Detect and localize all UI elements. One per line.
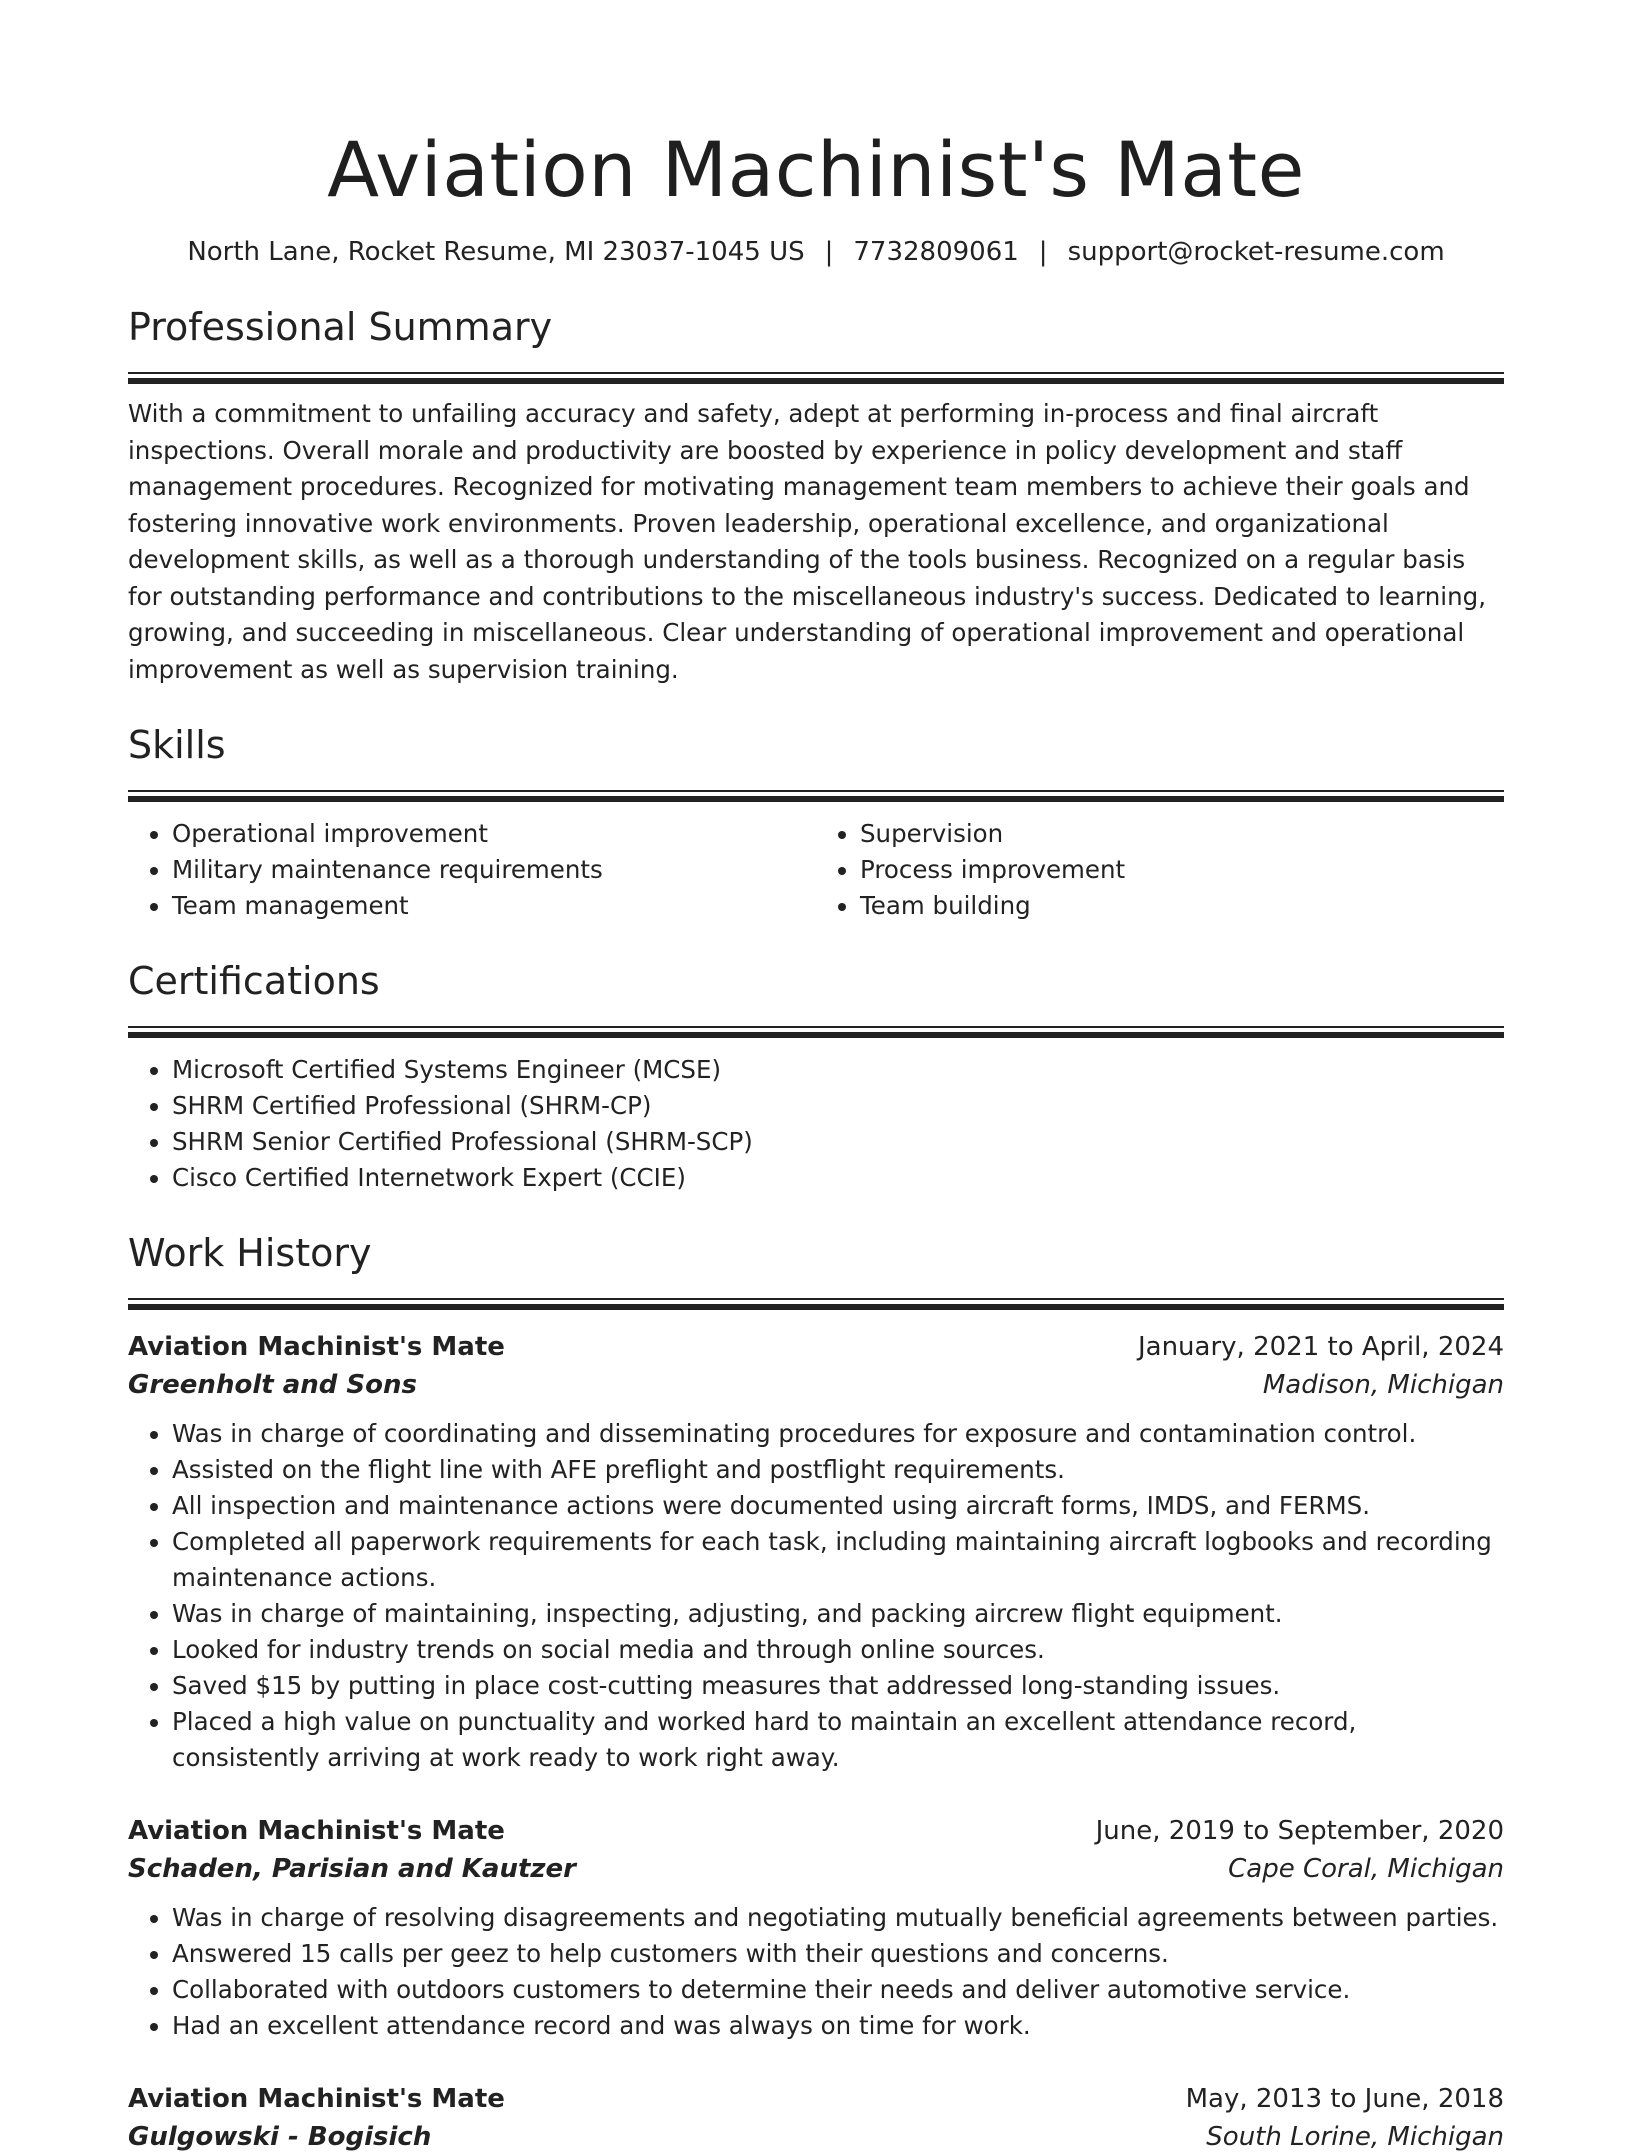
skill-item: • Process improvement: [860, 852, 1504, 888]
certifications-list: [128, 1052, 1504, 1196]
job-bullet: • Saved $15 by putting in place cost-cutting measures that addressed long-standing issues.: [172, 1668, 1504, 1704]
section-divider: [128, 1026, 1504, 1038]
job-employer-row: [128, 1850, 1504, 1888]
skill-item: • Military maintenance requirements: [172, 852, 816, 888]
section-divider: [128, 1298, 1504, 1310]
skill-item: • Team management: [172, 888, 816, 924]
job-bullet: • Answered 15 calls per geez to help customers with their questions and concerns.: [172, 1936, 1504, 1972]
job-location: South Lorine, Michigan: [1206, 2122, 1504, 2152]
job-bullet: • Was in charge of maintaining, inspecting, adjusting, and packing aircrew flight equipment.: [172, 1596, 1504, 1632]
job-location: Cape Coral, Michigan: [1228, 1854, 1504, 1884]
job-employer: Greenholt and Sons: [128, 1370, 417, 1400]
job-bullet: • Had an excellent attendance record and was always on time for work.: [172, 2008, 1504, 2044]
resume-page: [128, 120, 1504, 2156]
job-bullets: [128, 1900, 1504, 2044]
work-history-heading: Work History: [128, 1231, 372, 1275]
job-bullet: • Completed all paperwork requirements for each task, including maintaining aircraft logbooks and recording maintenance actions.: [172, 1524, 1504, 1596]
job-dates: January, 2021 to April, 2024: [1137, 1332, 1504, 1362]
skills-list-left: [128, 816, 816, 924]
job-dates: May, 2013 to June, 2018: [1185, 2084, 1504, 2114]
skills-list-right: [816, 816, 1504, 924]
job-bullet: • Was in charge of resolving disagreements and negotiating mutually beneficial agreements between parties.: [172, 1900, 1504, 1936]
job-location: Madison, Michigan: [1262, 1370, 1504, 1400]
contact-line: [128, 234, 1504, 270]
job-bullet: • All inspection and maintenance actions were documented using aircraft forms, IMDS, and FERMS.: [172, 1488, 1504, 1524]
skill-item: • Operational improvement: [172, 816, 816, 852]
summary-section: [128, 302, 1504, 688]
section-divider: [128, 372, 1504, 384]
skill-item: • Team building: [860, 888, 1504, 924]
job-bullet: • Looked for industry trends on social media and through online sources.: [172, 1632, 1504, 1668]
job-title: Aviation Machinist's Mate: [128, 1816, 505, 1846]
job-title: Aviation Machinist's Mate: [128, 1332, 505, 1362]
job-entry: [128, 2080, 1504, 2156]
job-bullet: • Collaborated with outdoors customers to determine their needs and deliver automotive service.: [172, 1972, 1504, 2008]
candidate-name: Aviation Machinist's Mate: [327, 125, 1305, 214]
job-dates: June, 2019 to September, 2020: [1095, 1816, 1504, 1846]
skills-section: [128, 720, 1504, 924]
certifications-section: [128, 956, 1504, 1196]
skills-columns: [128, 802, 1504, 924]
contact-separator: |: [824, 237, 834, 267]
job-bullet: • Placed a high value on punctuality and worked hard to maintain an excellent attendance record, consistently arriving at work ready to work right away.: [172, 1704, 1504, 1776]
job-header-row: [128, 1328, 1504, 1366]
contact-phone: 7732809061: [853, 237, 1019, 267]
skills-heading: Skills: [128, 723, 226, 767]
certification-item: • SHRM Senior Certified Professional (SHRM-SCP): [172, 1124, 1504, 1160]
job-employer: Gulgowski - Bogisich: [128, 2122, 432, 2152]
certification-item: • Microsoft Certified Systems Engineer (MCSE): [172, 1052, 1504, 1088]
work-history-section: [128, 1228, 1504, 2156]
contact-email: support@rocket-resume.com: [1067, 237, 1445, 267]
job-employer-row: [128, 2118, 1504, 2156]
job-bullet: • Was in charge of coordinating and disseminating procedures for exposure and contamination control.: [172, 1416, 1504, 1452]
certification-item: • Cisco Certified Internetwork Expert (CCIE): [172, 1160, 1504, 1196]
job-title: Aviation Machinist's Mate: [128, 2084, 505, 2114]
job-employer-row: [128, 1366, 1504, 1404]
job-bullets: [128, 1416, 1504, 1776]
certifications-heading: Certifications: [128, 959, 380, 1003]
job-entry: [128, 1812, 1504, 2044]
certification-item: • SHRM Certified Professional (SHRM-CP): [172, 1088, 1504, 1124]
job-bullet: • Assisted on the flight line with AFE preflight and postflight requirements.: [172, 1452, 1504, 1488]
summary-text: With a commitment to unfailing accuracy and safety, adept at performing in-process and final aircraft inspections. Overall morale and productivity are boosted by experience in policy development and staff management procedures. Recognized for motivating management team members to achieve their goals and fostering innovative work environments. Proven leadership, operational excellence, and organizational development skills, as well as a thorough understanding of the tools business. Recognized on a regular basis for outstanding performance and contributions to the miscellaneous industry's success. Dedicated to learning, growing, and succeeding in miscellaneous. Clear understanding of operational improvement and operational improvement as well as supervision training.: [128, 399, 1486, 684]
contact-separator: |: [1038, 237, 1048, 267]
skill-item: • Supervision: [860, 816, 1504, 852]
job-employer: Schaden, Parisian and Kautzer: [128, 1854, 576, 1884]
contact-address: North Lane, Rocket Resume, MI 23037-1045 US: [187, 237, 805, 267]
job-entry: [128, 1328, 1504, 1776]
summary-heading: Professional Summary: [128, 305, 553, 349]
job-header-row: [128, 1812, 1504, 1850]
section-divider: [128, 790, 1504, 802]
job-header-row: [128, 2080, 1504, 2118]
